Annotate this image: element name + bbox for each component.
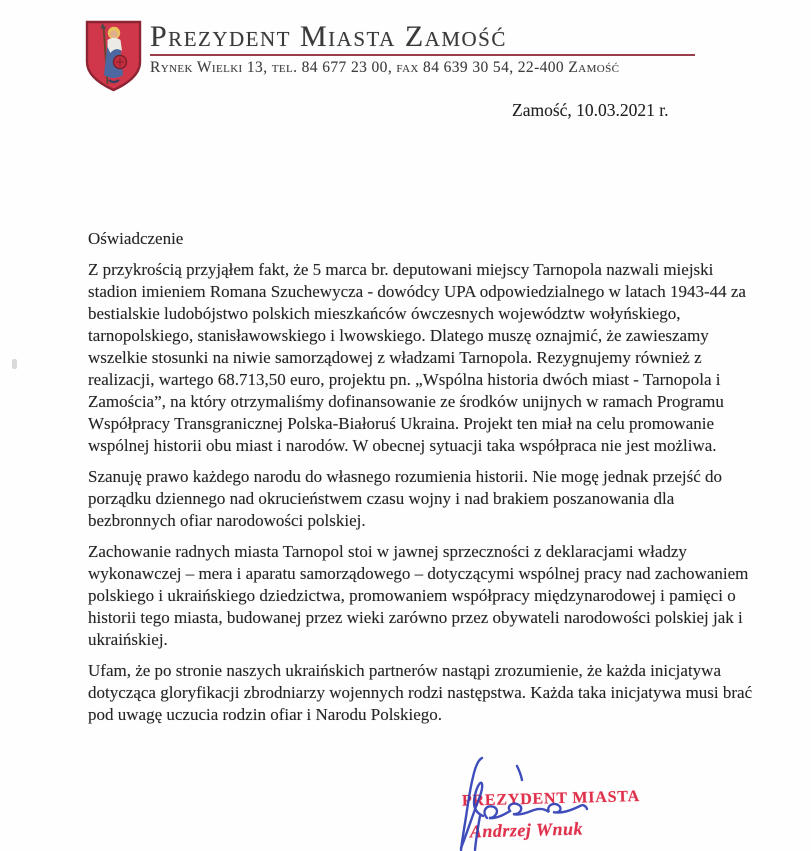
letterhead-divider [150, 54, 695, 56]
date-line: Zamość, 10.03.2021 r. [512, 100, 669, 120]
stamp-title: PREZYDENT MIASTA [461, 787, 641, 810]
paragraph-4: Ufam, że po stronie naszych ukraińskich partnerów nastąpi zrozumienie, że każda inicjatywa dotycząca gloryfikacji zbrodniarzy wojennych rodzi następstwa. Każda taka inicjatywa musi brać pod uwagę uczucia rodzin ofiar i Narodu Polskiego. [88, 661, 753, 724]
handwritten-signature-icon [425, 750, 625, 851]
letterhead-title: Prezydent Miasta Zamość [150, 20, 507, 53]
scan-artifact [12, 359, 17, 369]
paragraph-2: Szanuję prawo każdego narodu do własnego rozumienia historii. Nie mogę jednak przejść do porządku dziennego nad okrucieństwem czasu wojny i nad brakiem poszanowania dla bezbronnych ofiar narodowości polskiej. [88, 467, 722, 530]
coat-of-arms-icon [85, 20, 142, 92]
letterhead-text [150, 20, 695, 77]
paragraph-1: Z przykrością przyjąłem fakt, że 5 marca br. deputowani miejscy Tarnopola nazwali miejski stadion imieniem Romana Szuchewycza - dowódcy UPA odpowiedzialnego w latach 1943-44 za bestialskie ludobójstwo polskich mieszkańców ówczesnych województw wołyńskiego, tarnopolskiego, stanisławowskiego i lwowskiego. Dlatego muszę oznajmić, że zawieszamy wszelkie stosunki na niwie samorządowej z władzami Tarnopola. Rezygnujemy również z realizacji, wartego 68.713,50 euro, projektu pn. „Wspólna historia dwóch miast - Tarnopola i Zamościa”, na który otrzymaliśmy dofinansowanie ze środków unijnych w ramach Programu Współpracy Transgranicznej Polska-Białoruś Ukraina. Projekt ten miał na celu promowanie wspólnej historii obu miast i narodów. W obecnej sytuacji taka współpraca nie jest możliwa. [88, 260, 746, 455]
letterhead-address: Rynek Wielki 13, tel. 84 677 23 00, fax 84 639 30 54, 22-400 Zamość [150, 59, 620, 76]
paragraph-3: Zachowanie radnych miasta Tarnopol stoi w jawnej sprzeczności z deklaracjami władzy wykonawczej – mera i aparatu samorządowego – dotyczącymi wspólnej pracy nad zachowaniem polskiego i ukraińskiego dziedzictwa, promowaniem współpracy międzynarodowej i pamięci o historii tego miasta, budowanej przez wieki zarówno przez obywateli narodowości polskiej jak i ukraińskiej. [88, 542, 749, 649]
letter-body [88, 228, 766, 735]
stamp-name: Andrzej Wnuk [469, 818, 584, 842]
document-heading: Oświadczenie [88, 229, 184, 248]
letterhead [85, 20, 695, 92]
signature-block [425, 750, 641, 851]
